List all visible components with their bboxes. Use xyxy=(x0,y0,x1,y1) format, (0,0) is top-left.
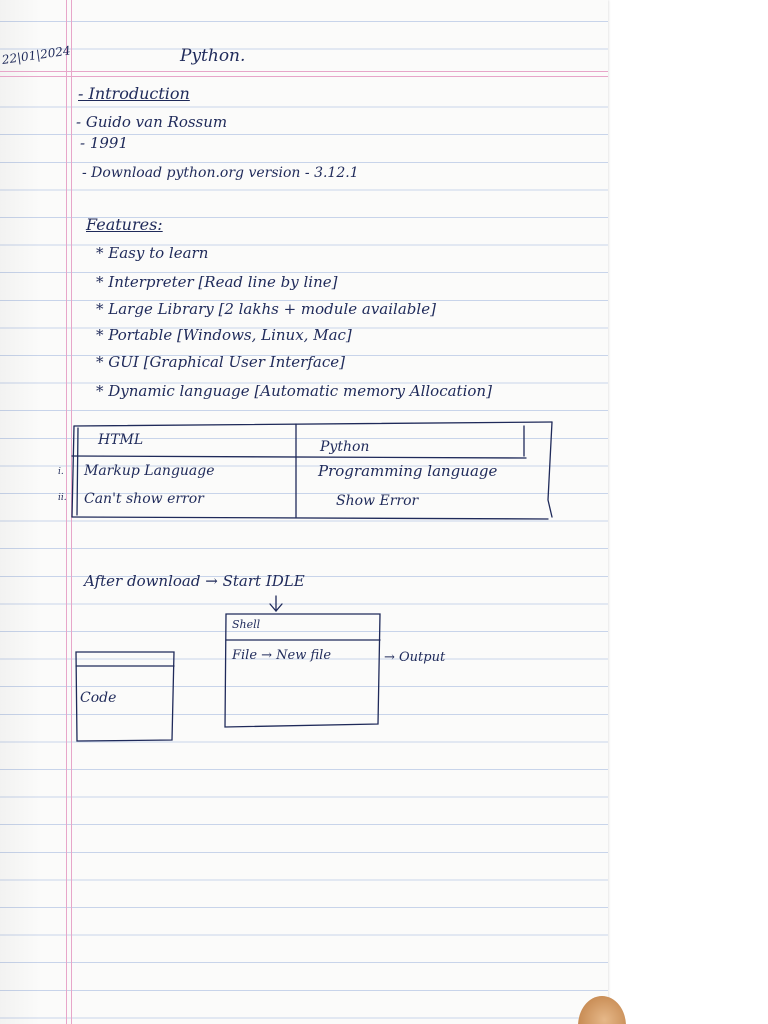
feature-item: * Dynamic language [Automatic memory Allocation] xyxy=(96,382,492,400)
table-left-border xyxy=(72,426,74,517)
file-new-file-note: File → New file xyxy=(232,648,332,663)
feature-item: * GUI [Graphical User Interface] xyxy=(96,353,345,371)
shell-label: Shell xyxy=(232,618,261,631)
table-cell: Markup Language xyxy=(84,463,215,479)
table-cell: Programming language xyxy=(318,462,498,480)
table-top-border xyxy=(74,422,552,426)
row-number: ii. xyxy=(58,493,67,503)
intro-line-download: - Download python.org version - 3.12.1 xyxy=(82,165,359,181)
row-number: i. xyxy=(58,467,64,477)
features-heading: Features: xyxy=(86,215,163,234)
table-cell: Show Error xyxy=(336,493,419,509)
feature-item: * Large Library [2 lakhs + module available] xyxy=(96,300,436,318)
table-header-divider xyxy=(72,456,526,458)
page-title: Python. xyxy=(180,46,246,66)
intro-line-year: - 1991 xyxy=(80,134,129,152)
feature-item: * Portable [Windows, Linux, Mac] xyxy=(96,326,352,344)
output-note: → Output xyxy=(384,650,446,665)
feature-item: * Interpreter [Read line by line] xyxy=(96,273,338,291)
intro-heading: - Introduction xyxy=(78,84,190,103)
table-left-inner-border xyxy=(77,428,78,515)
intro-line-creator: - Guido van Rossum xyxy=(76,113,228,131)
after-download-note: After download → Start IDLE xyxy=(84,572,305,590)
table-header-html: HTML xyxy=(98,432,144,448)
table-cell: Can't show error xyxy=(84,491,204,507)
table-header-python: Python xyxy=(320,439,370,455)
feature-item: * Easy to learn xyxy=(96,244,209,262)
code-label: Code xyxy=(80,690,117,706)
table-bottom-border xyxy=(72,517,548,519)
table-right-border xyxy=(548,422,552,517)
date: 22|01|2024 xyxy=(1,43,72,67)
